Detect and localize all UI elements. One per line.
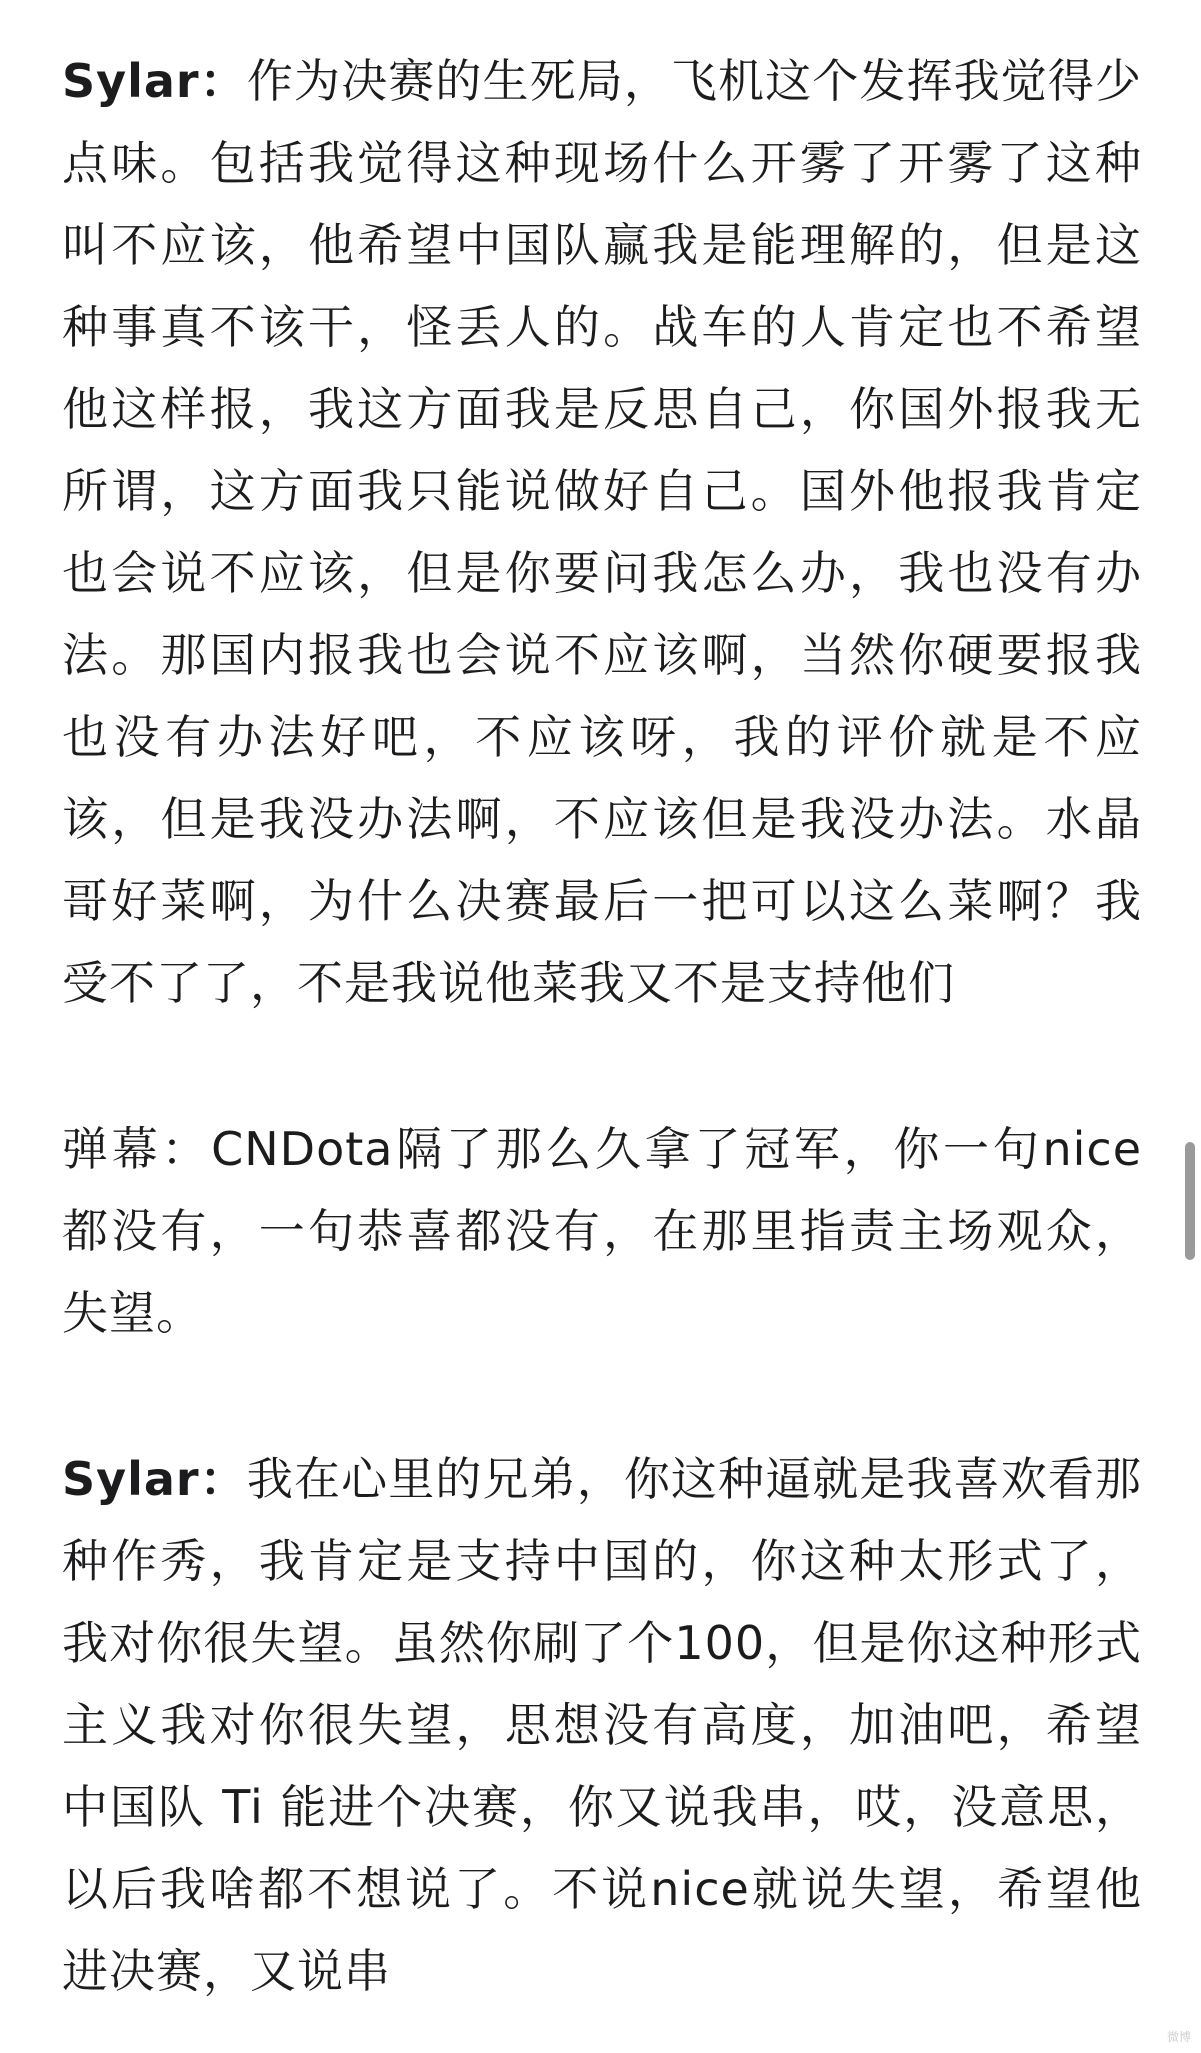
watermark: 微博 [1166,2030,1191,2044]
scrollbar-thumb[interactable] [1185,1142,1195,1260]
paragraph-sylar-2 [62,1438,1142,2012]
paragraph-text: 作为决赛的生死局，飞机这个发挥我觉得少点味。包括我觉得这种现场什么开雾了开雾了这种叫不应该，他希望中国队赢我是能理解的，但是这种事真不该干，怪丢人的。战车的人肯定也不希望他这样报，我这方面我是反思自己，你国外报我无所谓，这方面我只能说做好自己。国外他报我肯定也会说不应该，但是你要问我怎么办，我也没有办法。那国内报我也会说不应该啊，当然你硬要报我也没有办法好吧，不应该呀，我的评价就是不应该，但是我没办法啊，不应该但是我没办法。水晶哥好菜啊，为什么决赛最后一把可以这么菜啊？我受不了了，不是我说他菜我又不是支持他们 [62,54,1143,1010]
speaker-label: Sylar： [62,54,247,108]
paragraph-text: 我在心里的兄弟，你这种逼就是我喜欢看那种作秀，我肯定是支持中国的，你这种太形式了，我对你很失望。虽然你刷了个100，但是你这种形式主义我对你很失望，思想没有高度，加油吧，希望中国队 Ti 能进个决赛，你又说我串，哎，没意思，以后我啥都不想说了。不说nice就说失望，希望他进决赛，又说串 [62,1452,1143,1998]
article-body [62,40,1142,2012]
paragraph-text: CNDota隔了那么久拿了冠军，你一句nice都没有，一句恭喜都没有，在那里指责主场观众，失望。 [62,1122,1142,1340]
vertical-scrollbar[interactable] [1177,0,1201,2053]
paragraph-danmu [62,1108,1142,1354]
speaker-label: 弹幕： [62,1122,212,1176]
paragraph-sylar-1 [62,40,1142,1024]
speaker-label: Sylar： [62,1452,247,1506]
